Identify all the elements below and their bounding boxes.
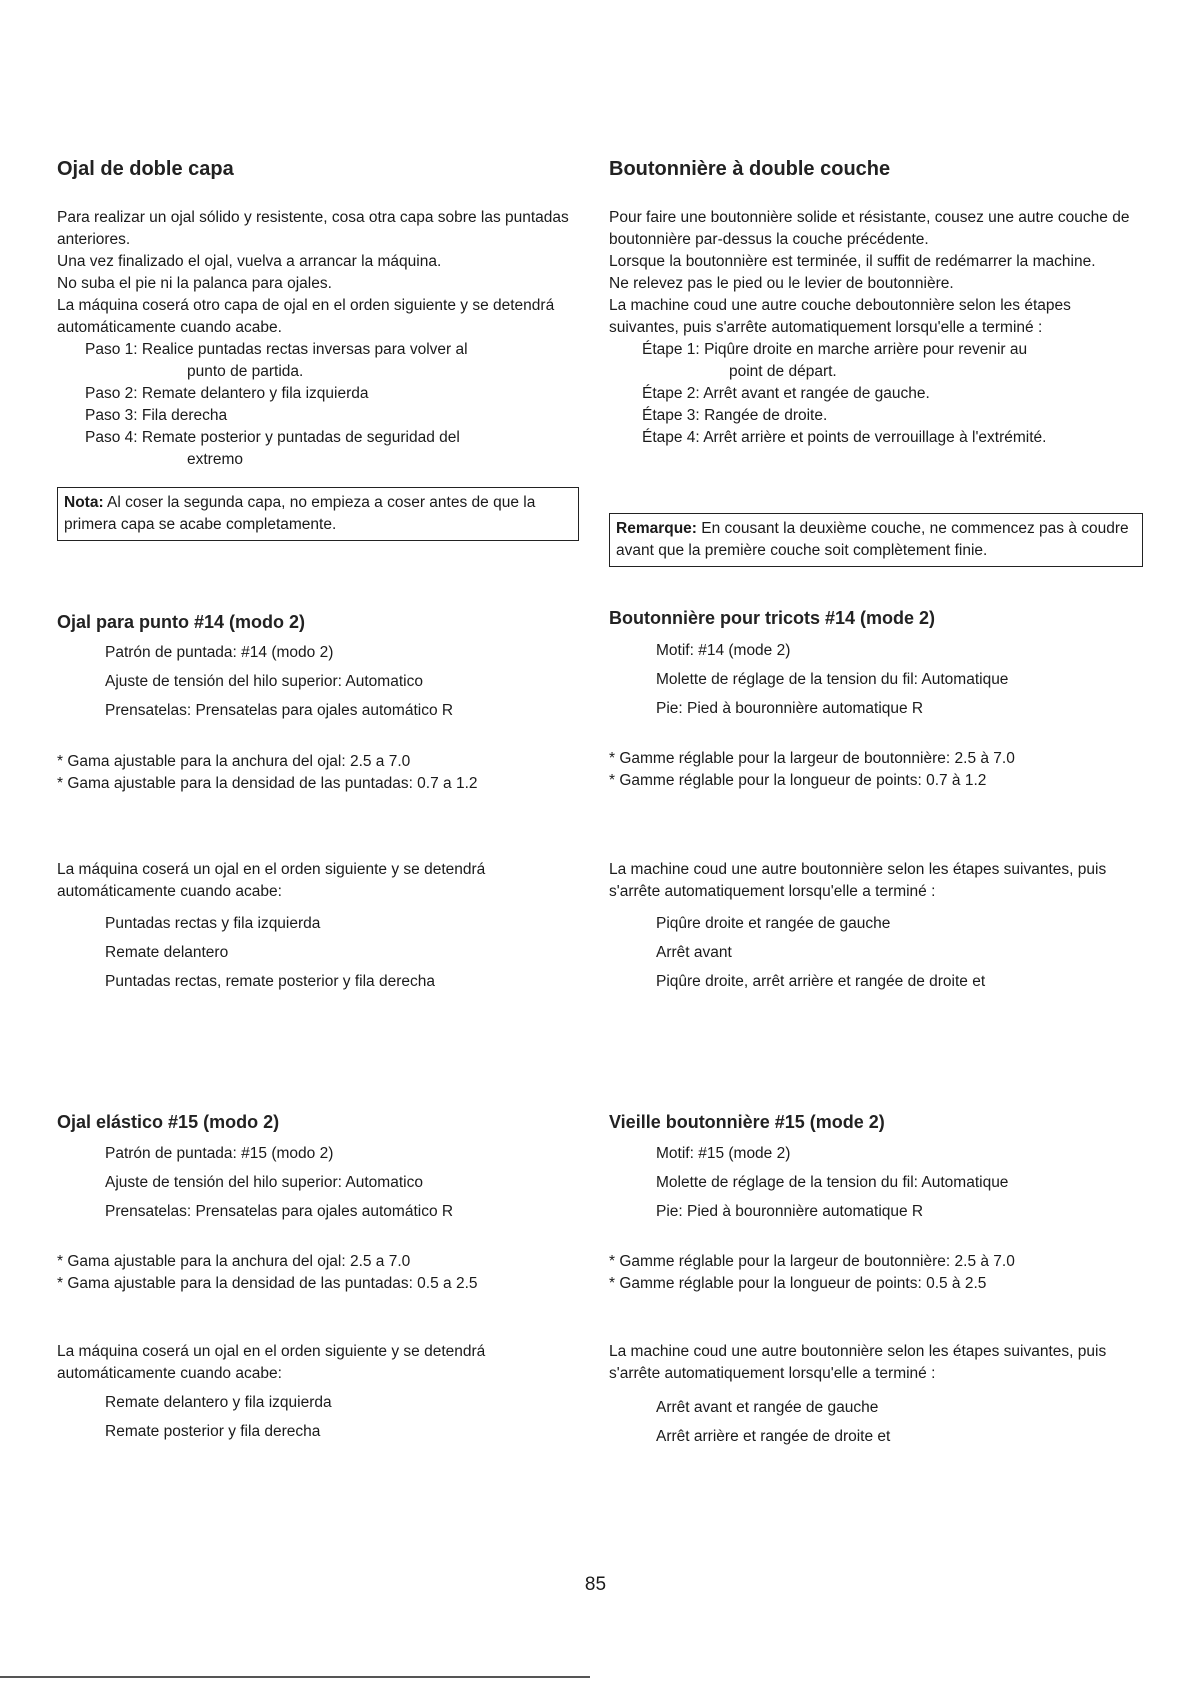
note-label: Remarque:	[616, 520, 697, 537]
order-text: La machine coud une autre boutonnière selon les étapes suivantes, puis s'arrête automatiquement lorsqu'elle a terminé :	[609, 861, 1107, 900]
setting-line: Ajuste de tensión del hilo superior: Automatico	[105, 673, 423, 690]
section-title-double-layer-fr: Boutonnière à double couche	[609, 158, 891, 180]
elastic-ranges-fr	[609, 1251, 1139, 1295]
paragraph: Ne relevez pas le pied ou le levier de boutonnière.	[609, 275, 954, 292]
setting-line: Molette de réglage de la tension du fil: Automatique	[656, 671, 1009, 688]
list-item: Puntadas rectas, remate posterior y fila derecha	[105, 973, 435, 990]
paragraph: La machine coud une autre couche deboutonnière selon les étapes suivantes, puis s'arrête automatiquement lorsqu'elle a terminé :	[609, 297, 1071, 336]
list-item: Piqûre droite, arrêt arrière et rangée de droite et	[656, 973, 986, 990]
knit-order-es	[57, 859, 577, 903]
step-line: Étape 4: Arrêt arrière et points de verrouillage à l'extrémité.	[642, 429, 1047, 446]
paragraph: No suba el pie ni la palanca para ojales.	[57, 275, 332, 292]
elastic-order-fr	[609, 1341, 1139, 1385]
elastic-list-fr	[609, 1397, 1136, 1455]
section-title-knit-fr: Boutonnière pour tricots #14 (mode 2)	[609, 608, 936, 628]
setting-line: Patrón de puntada: #15 (modo 2)	[105, 1145, 334, 1162]
paragraph: Lorsque la boutonnière est terminée, il suffit de redémarrer la machine.	[609, 253, 1096, 270]
list-item: Remate delantero	[105, 944, 229, 961]
range-line: * Gama ajustable para la anchura del ojal: 2.5 a 7.0	[57, 753, 411, 770]
page-number: 85	[584, 1574, 607, 1595]
setting-line: Ajuste de tensión del hilo superior: Automatico	[105, 1174, 423, 1191]
order-text: La máquina coserá un ojal en el orden siguiente y se detendrá automáticamente cuando acabe:	[57, 861, 486, 900]
step-line-cont: extremo	[187, 451, 243, 468]
knit-settings-fr	[609, 640, 1136, 727]
setting-line: Prensatelas: Prensatelas para ojales automático R	[105, 702, 454, 719]
step-line: Paso 2: Remate delantero y fila izquierda	[85, 385, 369, 402]
range-line: * Gamme réglable pour la largeur de boutonnière: 2.5 à 7.0	[609, 750, 1015, 767]
elastic-list-es	[57, 1392, 575, 1450]
list-item: Arrêt avant	[656, 944, 732, 961]
note-label: Nota:	[64, 494, 104, 511]
step-line: Paso 4: Remate posterior y puntadas de seguridad del	[85, 429, 460, 446]
double-layer-body-fr	[609, 207, 1139, 449]
range-line: * Gamme réglable pour la largeur de boutonnière: 2.5 à 7.0	[609, 1253, 1015, 1270]
paragraph: Para realizar un ojal sólido y resistente, cosa otra capa sobre las puntadas anteriores.	[57, 209, 569, 248]
list-item: Puntadas rectas y fila izquierda	[105, 915, 321, 932]
footer-rule	[0, 1676, 590, 1678]
note-box-es	[57, 487, 579, 541]
elastic-ranges-es	[57, 1251, 577, 1295]
setting-line: Prensatelas: Prensatelas para ojales automático R	[105, 1203, 454, 1220]
step-line: Étape 2: Arrêt avant et rangée de gauche.	[642, 385, 930, 402]
note-box-fr	[609, 513, 1143, 567]
elastic-settings-es	[57, 1143, 575, 1230]
paragraph: Pour faire une boutonnière solide et résistante, cousez une autre couche de boutonnière par-dessus la couche précédente.	[609, 209, 1130, 248]
knit-settings-es	[57, 642, 575, 729]
section-title-elastic-es: Ojal elástico #15 (modo 2)	[57, 1112, 280, 1132]
note-text: En cousant la deuxième couche, ne commencez pas à coudre avant que la première couche soit complètement finie.	[616, 520, 1129, 559]
step-line-cont: punto de partida.	[187, 363, 304, 380]
range-line: * Gama ajustable para la densidad de las puntadas: 0.5 a 2.5	[57, 1275, 478, 1292]
paragraph: La máquina coserá otro capa de ojal en el orden siguiente y se detendrá automáticamente cuando acabe.	[57, 297, 555, 336]
step-line: Étape 3: Rangée de droite.	[642, 407, 828, 424]
knit-list-fr	[609, 913, 1136, 1000]
section-title-knit-es: Ojal para punto #14 (modo 2)	[57, 612, 306, 632]
knit-ranges-es	[57, 751, 577, 795]
section-title-elastic-fr: Vieille boutonnière #15 (mode 2)	[609, 1112, 885, 1132]
order-text: La machine coud une autre boutonnière selon les étapes suivantes, puis s'arrête automatiquement lorsqu'elle a terminé :	[609, 1343, 1107, 1382]
double-layer-body-es	[57, 207, 577, 471]
list-item: Piqûre droite et rangée de gauche	[656, 915, 891, 932]
setting-line: Motif: #14 (mode 2)	[656, 642, 791, 659]
step-line: Paso 1: Realice puntadas rectas inversas para volver al	[85, 341, 468, 358]
range-line: * Gama ajustable para la anchura del ojal: 2.5 a 7.0	[57, 1253, 411, 1270]
range-line: * Gama ajustable para la densidad de las puntadas: 0.7 a 1.2	[57, 775, 478, 792]
section-title-double-layer-es: Ojal de doble capa	[57, 158, 234, 180]
step-line-cont: point de départ.	[729, 363, 837, 380]
setting-line: Pie: Pied à bouronnière automatique R	[656, 700, 924, 717]
elastic-order-es	[57, 1341, 577, 1385]
range-line: * Gamme réglable pour la longueur de points: 0.5 à 2.5	[609, 1275, 987, 1292]
setting-line: Motif: #15 (mode 2)	[656, 1145, 791, 1162]
knit-list-es	[57, 913, 575, 1000]
step-line: Étape 1: Piqûre droite en marche arrière pour revenir au	[642, 341, 1028, 358]
list-item: Arrêt arrière et rangée de droite et	[656, 1428, 891, 1445]
range-line: * Gamme réglable pour la longueur de points: 0.7 à 1.2	[609, 772, 987, 789]
knit-order-fr	[609, 859, 1139, 903]
list-item: Arrêt avant et rangée de gauche	[656, 1399, 879, 1416]
list-item: Remate posterior y fila derecha	[105, 1423, 321, 1440]
setting-line: Patrón de puntada: #14 (modo 2)	[105, 644, 334, 661]
order-text: La máquina coserá un ojal en el orden siguiente y se detendrá automáticamente cuando acabe:	[57, 1343, 486, 1382]
setting-line: Molette de réglage de la tension du fil: Automatique	[656, 1174, 1009, 1191]
list-item: Remate delantero y fila izquierda	[105, 1394, 332, 1411]
setting-line: Pie: Pied à bouronnière automatique R	[656, 1203, 924, 1220]
note-text: Al coser la segunda capa, no empieza a coser antes de que la primera capa se acabe completamente.	[64, 494, 536, 533]
knit-ranges-fr	[609, 748, 1139, 792]
paragraph: Una vez finalizado el ojal, vuelva a arrancar la máquina.	[57, 253, 442, 270]
step-line: Paso 3: Fila derecha	[85, 407, 228, 424]
elastic-settings-fr	[609, 1143, 1136, 1230]
